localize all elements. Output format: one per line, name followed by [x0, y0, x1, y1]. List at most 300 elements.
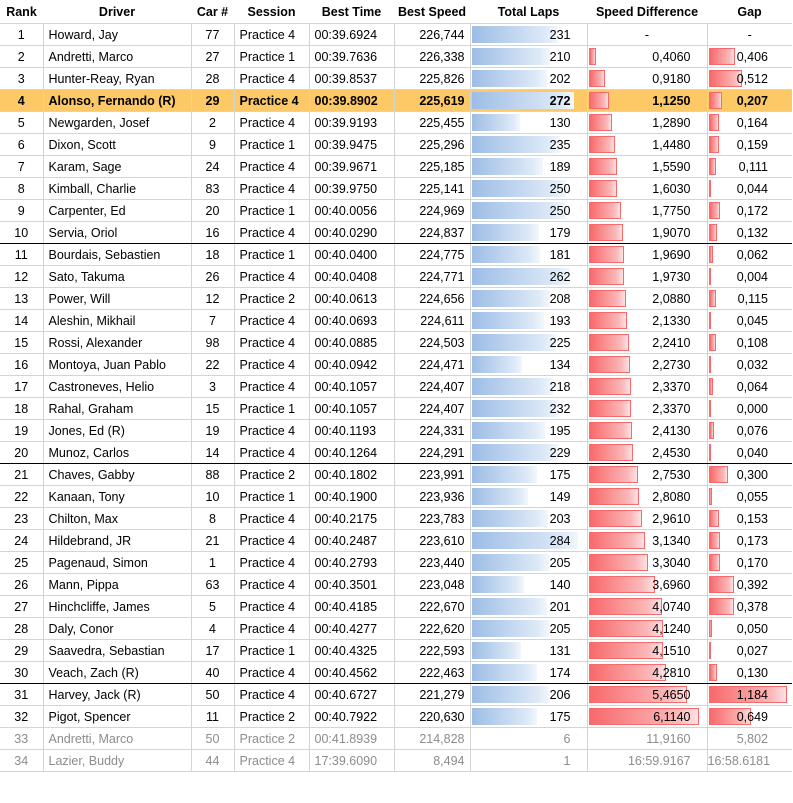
total-laps-cell: [470, 46, 587, 68]
best-speed-cell: 223,783: [394, 508, 470, 530]
gap-cell-value: 0,055: [736, 489, 768, 504]
best-speed-cell: 224,771: [394, 266, 470, 288]
session-cell: Practice 4: [234, 24, 309, 46]
session-cell: Practice 1: [234, 200, 309, 222]
rank-cell: 4: [0, 90, 43, 112]
speed-difference-cell-value: 3,3040: [652, 555, 691, 570]
rank-cell: 30: [0, 662, 43, 684]
total-laps-cell-value: 131: [549, 643, 571, 658]
table-row[interactable]: [0, 244, 792, 266]
speed-difference-cell-value: 1,1250: [652, 93, 691, 108]
best-speed-cell: 224,503: [394, 332, 470, 354]
car-number-cell: 24: [191, 156, 234, 178]
driver-cell: Alonso, Fernando (R): [43, 90, 191, 112]
rank-cell: 22: [0, 486, 43, 508]
speed-difference-cell-value: 0,4060: [652, 49, 691, 64]
driver-cell: Karam, Sage: [43, 156, 191, 178]
gap-cell-value: 5,802: [736, 731, 768, 746]
session-cell: Practice 4: [234, 112, 309, 134]
rank-cell: 13: [0, 288, 43, 310]
speed-difference-cell-value: 2,9610: [652, 511, 691, 526]
speed-difference-cell-value: 2,8080: [652, 489, 691, 504]
gap-cell-value: 0,173: [736, 533, 768, 548]
best-time-cell: 00:40.1802: [309, 464, 394, 486]
table-row[interactable]: [0, 288, 792, 310]
total-laps-cell-value: 193: [549, 313, 571, 328]
car-number-cell: 77: [191, 24, 234, 46]
session-cell: Practice 2: [234, 464, 309, 486]
speed-difference-cell: [587, 750, 707, 772]
total-laps-cell: [470, 420, 587, 442]
speed-difference-cell: [587, 662, 707, 684]
rank-cell: 21: [0, 464, 43, 486]
car-number-cell: 98: [191, 332, 234, 354]
rank-cell: 16: [0, 354, 43, 376]
gap-cell-value: 0,004: [736, 269, 768, 284]
gap-cell-value: 0,132: [736, 225, 768, 240]
total-laps-cell-value: 225: [549, 335, 571, 350]
gap-cell-value: 0,108: [736, 335, 768, 350]
speed-difference-cell-value: 4,1240: [652, 621, 691, 636]
total-laps-cell: [470, 90, 587, 112]
session-cell: Practice 4: [234, 266, 309, 288]
total-laps-cell: [470, 508, 587, 530]
speed-difference-cell: [587, 508, 707, 530]
rank-cell: 26: [0, 574, 43, 596]
total-laps-cell-value: 206: [549, 687, 571, 702]
total-laps-cell: [470, 486, 587, 508]
total-laps-cell-value: 262: [549, 269, 571, 284]
speed-difference-cell: [587, 464, 707, 486]
best-speed-cell: 224,407: [394, 376, 470, 398]
speed-difference-cell: [587, 68, 707, 90]
best-time-cell: 00:40.4325: [309, 640, 394, 662]
rank-cell: 32: [0, 706, 43, 728]
best-time-cell: 00:40.2487: [309, 530, 394, 552]
rank-cell: 5: [0, 112, 43, 134]
speed-difference-cell: [587, 200, 707, 222]
speed-difference-cell: [587, 420, 707, 442]
session-cell: Practice 2: [234, 288, 309, 310]
car-number-cell: 9: [191, 134, 234, 156]
total-laps-cell: [470, 68, 587, 90]
total-laps-cell-value: 140: [549, 577, 571, 592]
best-speed-cell: 224,775: [394, 244, 470, 266]
total-laps-cell-value: 250: [549, 181, 571, 196]
car-number-cell: 63: [191, 574, 234, 596]
session-cell: Practice 4: [234, 750, 309, 772]
table-row[interactable]: [0, 354, 792, 376]
speed-difference-cell-value: 2,3370: [652, 401, 691, 416]
table-body: [0, 24, 792, 772]
total-laps-cell-value: 232: [549, 401, 571, 416]
best-speed-cell: 225,455: [394, 112, 470, 134]
gap-cell-value: 0,032: [736, 357, 768, 372]
gap-cell: [707, 68, 792, 90]
session-cell: Practice 4: [234, 574, 309, 596]
speed-difference-cell-value: 2,0880: [652, 291, 691, 306]
total-laps-cell-value: 229: [549, 445, 571, 460]
rank-cell: 7: [0, 156, 43, 178]
driver-cell: Hinchcliffe, James: [43, 596, 191, 618]
table-row[interactable]: [0, 442, 792, 464]
total-laps-cell-value: 134: [549, 357, 571, 372]
gap-cell: [707, 222, 792, 244]
car-number-cell: 26: [191, 266, 234, 288]
rank-cell: 33: [0, 728, 43, 750]
driver-cell: Howard, Jay: [43, 24, 191, 46]
best-speed-cell: 226,744: [394, 24, 470, 46]
total-laps-cell-value: 203: [549, 511, 571, 526]
table-row[interactable]: [0, 662, 792, 684]
best-speed-cell: 223,440: [394, 552, 470, 574]
table-row[interactable]: [0, 596, 792, 618]
speed-difference-cell: [587, 156, 707, 178]
best-time-cell: 00:40.0942: [309, 354, 394, 376]
speed-difference-cell: [587, 24, 707, 46]
total-laps-cell-value: 1: [563, 753, 571, 768]
speed-difference-cell-value: 1,9690: [652, 247, 691, 262]
rank-cell: 10: [0, 222, 43, 244]
best-time-cell: 00:40.1193: [309, 420, 394, 442]
gap-cell: [707, 574, 792, 596]
best-time-cell: 00:40.7922: [309, 706, 394, 728]
driver-cell: Power, Will: [43, 288, 191, 310]
gap-cell-value: 0,064: [736, 379, 768, 394]
total-laps-cell-value: 250: [549, 203, 571, 218]
table-row[interactable]: [0, 464, 792, 486]
total-laps-cell-value: 6: [563, 731, 571, 746]
total-laps-cell: [470, 706, 587, 728]
table-row[interactable]: [0, 750, 792, 772]
best-speed-cell: 225,826: [394, 68, 470, 90]
table-row[interactable]: [0, 552, 792, 574]
car-number-header[interactable]: Car #: [191, 0, 234, 24]
driver-cell: Lazier, Buddy: [43, 750, 191, 772]
gap-cell: [707, 156, 792, 178]
gap-cell: [707, 728, 792, 750]
gap-cell-value: 0,045: [736, 313, 768, 328]
best-speed-cell: 222,593: [394, 640, 470, 662]
best-speed-cell: 225,141: [394, 178, 470, 200]
table-row[interactable]: [0, 310, 792, 332]
total-laps-cell: [470, 200, 587, 222]
total-laps-header[interactable]: Total Laps: [470, 0, 587, 24]
best-speed-header[interactable]: Best Speed: [394, 0, 470, 24]
rank-cell: 15: [0, 332, 43, 354]
gap-cell: [707, 684, 792, 706]
best-time-header[interactable]: Best Time: [309, 0, 394, 24]
table-row[interactable]: [0, 398, 792, 420]
best-speed-cell: 222,463: [394, 662, 470, 684]
gap-cell-value: 0,027: [736, 643, 768, 658]
speed-difference-cell: [587, 222, 707, 244]
car-number-cell: 2: [191, 112, 234, 134]
session-cell: Practice 1: [234, 134, 309, 156]
table-row[interactable]: [0, 574, 792, 596]
rank-cell: 8: [0, 178, 43, 200]
table-row[interactable]: [0, 684, 792, 706]
gap-cell: [707, 332, 792, 354]
speed-difference-cell: [587, 266, 707, 288]
session-cell: Practice 4: [234, 156, 309, 178]
speed-difference-cell: [587, 112, 707, 134]
rank-cell: 27: [0, 596, 43, 618]
session-cell: Practice 4: [234, 618, 309, 640]
table-row[interactable]: [0, 420, 792, 442]
rank-cell: 14: [0, 310, 43, 332]
table-row[interactable]: [0, 486, 792, 508]
speed-difference-cell: [587, 46, 707, 68]
best-speed-cell: 8,494: [394, 750, 470, 772]
session-cell: Practice 1: [234, 244, 309, 266]
best-speed-cell: 220,630: [394, 706, 470, 728]
session-cell: Practice 1: [234, 46, 309, 68]
table-row[interactable]: [0, 332, 792, 354]
total-laps-cell-value: 149: [549, 489, 571, 504]
table-row[interactable]: [0, 706, 792, 728]
speed-difference-cell: [587, 178, 707, 200]
gap-cell-value: 0,044: [736, 181, 768, 196]
table-row[interactable]: [0, 376, 792, 398]
speed-difference-cell-value: 2,7530: [652, 467, 691, 482]
car-number-cell: 29: [191, 90, 234, 112]
gap-cell: [707, 112, 792, 134]
speed-difference-cell: [587, 376, 707, 398]
best-time-cell: 00:40.4562: [309, 662, 394, 684]
speed-difference-header[interactable]: Speed Difference: [587, 0, 707, 24]
car-number-cell: 11: [191, 706, 234, 728]
table-row[interactable]: [0, 156, 792, 178]
table-row[interactable]: [0, 222, 792, 244]
rank-cell: 24: [0, 530, 43, 552]
best-speed-cell: 222,670: [394, 596, 470, 618]
car-number-cell: 19: [191, 420, 234, 442]
total-laps-cell: [470, 684, 587, 706]
best-speed-cell: 224,331: [394, 420, 470, 442]
total-laps-cell: [470, 464, 587, 486]
best-time-cell: 00:39.9193: [309, 112, 394, 134]
rank-cell: 25: [0, 552, 43, 574]
gap-cell-value: 0,649: [736, 709, 768, 724]
table-row[interactable]: [0, 200, 792, 222]
total-laps-cell-value: 201: [549, 599, 571, 614]
total-laps-cell: [470, 596, 587, 618]
total-laps-cell-value: 235: [549, 137, 571, 152]
best-time-cell: 00:39.7636: [309, 46, 394, 68]
speed-difference-cell: [587, 288, 707, 310]
total-laps-cell: [470, 442, 587, 464]
best-time-cell: 00:40.0408: [309, 266, 394, 288]
gap-cell: [707, 398, 792, 420]
driver-cell: Chaves, Gabby: [43, 464, 191, 486]
gap-cell: [707, 24, 792, 46]
table-row[interactable]: [0, 24, 792, 46]
gap-cell: [707, 288, 792, 310]
driver-cell: Harvey, Jack (R): [43, 684, 191, 706]
rank-cell: 3: [0, 68, 43, 90]
gap-cell: [707, 530, 792, 552]
car-number-cell: 18: [191, 244, 234, 266]
car-number-cell: 12: [191, 288, 234, 310]
speed-difference-cell: [587, 640, 707, 662]
table-row[interactable]: [0, 640, 792, 662]
gap-cell-value: 0,172: [736, 203, 768, 218]
session-cell: Practice 4: [234, 354, 309, 376]
session-cell: Practice 4: [234, 90, 309, 112]
best-time-cell: 00:40.4185: [309, 596, 394, 618]
speed-difference-cell-value: 1,4480: [652, 137, 691, 152]
speed-difference-cell: [587, 134, 707, 156]
best-speed-cell: 224,611: [394, 310, 470, 332]
speed-difference-cell-value: 2,3370: [652, 379, 691, 394]
speed-difference-cell: [587, 486, 707, 508]
car-number-cell: 27: [191, 46, 234, 68]
speed-difference-cell-value: 16:59.9167: [627, 753, 691, 768]
table-row[interactable]: [0, 728, 792, 750]
driver-cell: Veach, Zach (R): [43, 662, 191, 684]
session-cell: Practice 1: [234, 486, 309, 508]
driver-cell: Montoya, Juan Pablo: [43, 354, 191, 376]
session-cell: Practice 4: [234, 420, 309, 442]
gap-cell: [707, 750, 792, 772]
driver-cell: Castroneves, Helio: [43, 376, 191, 398]
best-time-cell: 00:40.0290: [309, 222, 394, 244]
rank-cell: 11: [0, 244, 43, 266]
speed-difference-cell-value: 2,4530: [652, 445, 691, 460]
speed-difference-cell-value: 1,6030: [652, 181, 691, 196]
table-row[interactable]: [0, 508, 792, 530]
session-cell: Practice 4: [234, 310, 309, 332]
best-speed-cell: 225,619: [394, 90, 470, 112]
table-row[interactable]: [0, 90, 792, 112]
speed-difference-cell-value: 1,5590: [652, 159, 691, 174]
table-row[interactable]: [0, 46, 792, 68]
driver-cell: Andretti, Marco: [43, 46, 191, 68]
car-number-cell: 1: [191, 552, 234, 574]
total-laps-cell-value: 179: [549, 225, 571, 240]
best-time-cell: 00:40.0400: [309, 244, 394, 266]
car-number-cell: 10: [191, 486, 234, 508]
gap-cell: [707, 354, 792, 376]
table-row[interactable]: [0, 530, 792, 552]
speed-difference-cell: [587, 684, 707, 706]
total-laps-cell: [470, 266, 587, 288]
speed-difference-cell: [587, 530, 707, 552]
speed-difference-cell: [587, 310, 707, 332]
driver-cell: Munoz, Carlos: [43, 442, 191, 464]
speed-difference-cell-value: 3,6960: [652, 577, 691, 592]
best-speed-cell: 224,407: [394, 398, 470, 420]
best-time-cell: 00:39.9671: [309, 156, 394, 178]
total-laps-cell: [470, 398, 587, 420]
speed-difference-cell-value: 1,2890: [652, 115, 691, 130]
gap-cell: [707, 640, 792, 662]
gap-cell-value: 0,378: [736, 599, 768, 614]
gap-cell: [707, 244, 792, 266]
total-laps-cell: [470, 222, 587, 244]
total-laps-cell-value: 210: [549, 49, 571, 64]
gap-cell: [707, 464, 792, 486]
best-time-cell: 00:40.1900: [309, 486, 394, 508]
best-speed-cell: 214,828: [394, 728, 470, 750]
total-laps-cell: [470, 574, 587, 596]
gap-cell: [707, 266, 792, 288]
rank-header[interactable]: Rank: [0, 0, 43, 24]
driver-cell: Kimball, Charlie: [43, 178, 191, 200]
table-row[interactable]: [0, 68, 792, 90]
table-row[interactable]: [0, 134, 792, 156]
gap-cell-value: 0,512: [736, 71, 768, 86]
best-time-cell: 00:39.6924: [309, 24, 394, 46]
gap-cell-value: 0,130: [736, 665, 768, 680]
best-speed-cell: 225,296: [394, 134, 470, 156]
session-header[interactable]: Session: [234, 0, 309, 24]
speed-difference-cell-value: 1,7750: [652, 203, 691, 218]
speed-difference-cell: [587, 354, 707, 376]
total-laps-cell-value: 205: [549, 621, 571, 636]
session-cell: Practice 4: [234, 68, 309, 90]
table-row[interactable]: [0, 618, 792, 640]
gap-cell: [707, 508, 792, 530]
driver-cell: Dixon, Scott: [43, 134, 191, 156]
rank-cell: 31: [0, 684, 43, 706]
driver-cell: Newgarden, Josef: [43, 112, 191, 134]
best-time-cell: 17:39.6090: [309, 750, 394, 772]
session-cell: Practice 4: [234, 442, 309, 464]
table-row[interactable]: [0, 178, 792, 200]
total-laps-cell: [470, 354, 587, 376]
session-cell: Practice 4: [234, 376, 309, 398]
best-speed-cell: 223,048: [394, 574, 470, 596]
car-number-cell: 20: [191, 200, 234, 222]
best-time-cell: 00:40.1057: [309, 398, 394, 420]
speed-difference-cell-value: 1,9730: [652, 269, 691, 284]
total-laps-cell: [470, 310, 587, 332]
total-laps-cell-value: 218: [549, 379, 571, 394]
speed-difference-cell: [587, 442, 707, 464]
total-laps-cell: [470, 750, 587, 772]
speed-difference-cell: [587, 706, 707, 728]
gap-cell-value: 0,040: [736, 445, 768, 460]
driver-header[interactable]: Driver: [43, 0, 191, 24]
gap-cell-value: -: [747, 27, 752, 42]
table-row[interactable]: [0, 266, 792, 288]
best-time-cell: 00:41.8939: [309, 728, 394, 750]
total-laps-cell: [470, 134, 587, 156]
best-time-cell: 00:40.3501: [309, 574, 394, 596]
header-row: [0, 0, 792, 24]
total-laps-cell-value: 205: [549, 555, 571, 570]
rank-cell: 2: [0, 46, 43, 68]
speed-difference-cell: [587, 90, 707, 112]
driver-cell: Hunter-Reay, Ryan: [43, 68, 191, 90]
best-time-cell: 00:39.8537: [309, 68, 394, 90]
gap-cell-value: 0,050: [736, 621, 768, 636]
table-row[interactable]: [0, 112, 792, 134]
best-time-cell: 00:39.9750: [309, 178, 394, 200]
gap-cell: [707, 662, 792, 684]
rank-cell: 9: [0, 200, 43, 222]
car-number-cell: 3: [191, 376, 234, 398]
gap-header[interactable]: Gap: [707, 0, 792, 24]
total-laps-cell: [470, 112, 587, 134]
driver-cell: Rossi, Alexander: [43, 332, 191, 354]
session-cell: Practice 4: [234, 662, 309, 684]
total-laps-cell-value: 174: [549, 665, 571, 680]
total-laps-cell-value: 284: [549, 533, 571, 548]
gap-cell-value: 1,184: [736, 687, 768, 702]
